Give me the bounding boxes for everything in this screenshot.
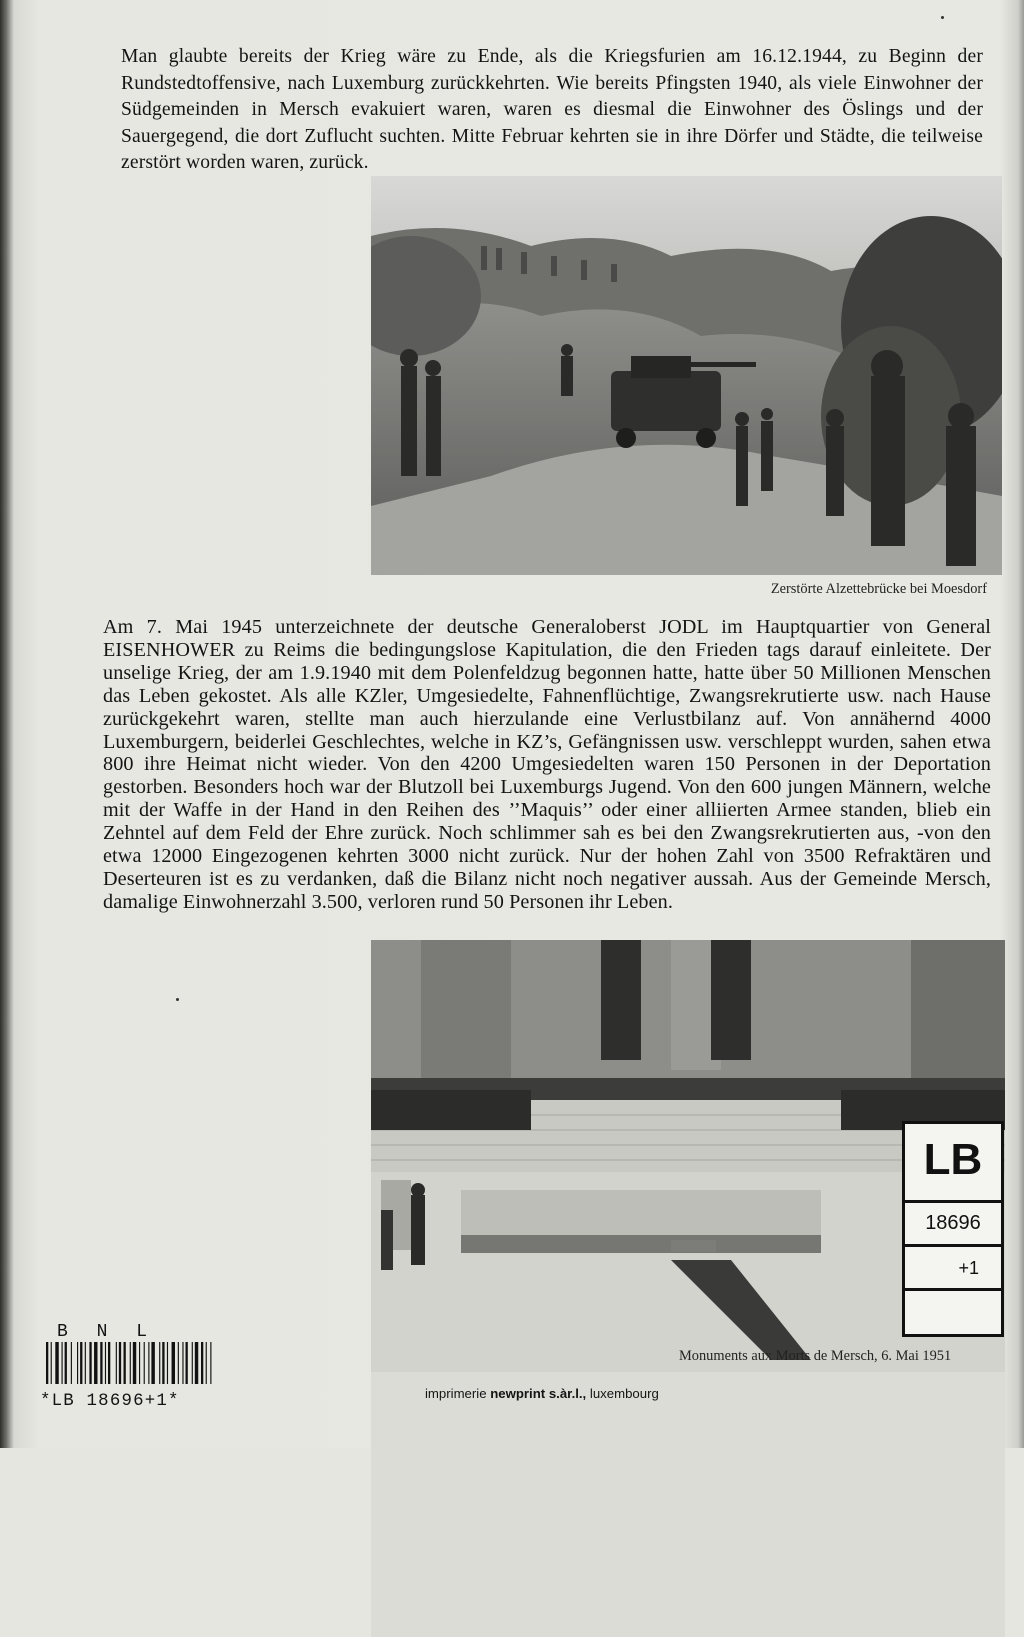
barcode-image <box>46 1342 276 1384</box>
barcode-bar <box>116 1342 117 1384</box>
photo-war-memorial-caption: Monuments aux Morts de Mersch, 6. Mai 1951 <box>679 1348 952 1364</box>
barcode-bar <box>172 1342 175 1384</box>
barcode-bar <box>105 1342 106 1384</box>
barcode-bar <box>77 1342 78 1384</box>
stamp-suffix: +1 <box>905 1244 1001 1288</box>
library-stamp <box>902 1121 1004 1337</box>
barcode-bar <box>85 1342 86 1384</box>
barcode-bar <box>201 1342 203 1384</box>
barcode-bar <box>195 1342 198 1384</box>
barcode-bar <box>100 1342 102 1384</box>
printer-imprint <box>425 1386 659 1401</box>
barcode-bar <box>210 1342 211 1384</box>
barcode-bar <box>206 1342 207 1384</box>
barcode-bar <box>55 1342 58 1384</box>
paragraph-evacuation: Man glaubte bereits der Krieg wäre zu Ende, als die Kriegsfurien am 16.12.1944, zu Beginn der Rundstedtoffensive, nach Luxemburg zurückkehrten. Wie bereits Pfingsten 1940, als viele Einwohner der Südgemeinden in Mersch evakuiert waren, waren es diesmal die Einwohner des Öslings und der Sauergegend, die dort Zuflucht suchten. Mitte Februar kehrten sie in ihre Dörfer und Städte, die teilweise zerstört worden waren, zurück. <box>121 46 983 174</box>
barcode-bar <box>130 1342 131 1384</box>
barcode-bar <box>62 1342 63 1384</box>
paragraph-war-losses: Am 7. Mai 1945 unterzeichnete der deutsche Generaloberst JODL im Hauptquartier von General EISENHOWER zu Reims die bedingungslose Kapitulation, die den Frieden tags darauf einleitete. Der unselige Krieg, der am 1.9.1940 mit dem Polenfeldzug begonnen hatte, hatte über 50 Millionen Menschen das Leben gekostet. Als alle KZler, Umgesiedelte, Fahnenflüchtige, Zwangsrekrutierte usw. nach Hause zurückgekehrt waren, stellte man auch hierzulande eine Verlustbilanz auf. Von annähernd 4000 Luxemburgern, beiderlei Geschlechtes, welche in KZ’s, Gefängnissen usw. verschleppt wurden, sahen etwa 800 ihre Heimat nicht wieder. Von den 4200 Umgesiedelten waren 150 Personen in der Deportation gestorben. Besonders hoch war der Blutzoll bei Luxemburgs Jugend. Von den 600 jungen Männern, welche mit der Waffe in der Hand in den Reihen des ’’Maquis’’ oder einer alliierten Armee standen, blieb ein Zehntel auf dem Feld der Ehre zurück. Noch schlimmer sah es bei den Zwangsrekrutierten aus, -von den etwa 12000 Eingezogenen kehrten 3000 nicht zurück. Nur der hohen Zahl von 3500 Refraktären und Deserteuren ist es zu verdanken, daß die Bilanz nicht noch negativer aussah. Aus der Gemeinde Mersch, damalige Einwohnerzahl 3.500, verloren rund 50 Personen ihr Leben. <box>103 616 991 913</box>
barcode-bar <box>186 1342 188 1384</box>
barcode-bar <box>71 1342 72 1384</box>
barcode-bar <box>80 1342 82 1384</box>
barcode-bar <box>151 1342 154 1384</box>
barcode-bar <box>162 1342 164 1384</box>
barcode-bar <box>139 1342 140 1384</box>
barcode-bar <box>124 1342 126 1384</box>
barcode-bar <box>94 1342 97 1384</box>
imprint-prefix: imprimerie <box>425 1386 487 1401</box>
barcode-bar <box>108 1342 110 1384</box>
stamp-blank-cell <box>905 1288 1001 1334</box>
barcode-bar <box>89 1342 91 1384</box>
barcode-library-label: B N L <box>57 1322 157 1342</box>
barcode-bar <box>192 1342 193 1384</box>
barcode-bar <box>178 1342 179 1384</box>
imprint-place: luxembourg <box>589 1386 659 1401</box>
barcode-bar <box>133 1342 136 1384</box>
barcode-text: *LB 18696+1* <box>40 1392 180 1411</box>
stamp-number: 18696 <box>905 1200 1001 1244</box>
photo-destroyed-bridge-caption: Zerstörte Alzettebrücke bei Moesdorf <box>770 581 987 597</box>
barcode-bar <box>182 1342 183 1384</box>
photo-destroyed-bridge <box>371 176 1002 575</box>
barcode-bar <box>119 1342 121 1384</box>
barcode-bar <box>159 1342 160 1384</box>
barcode-bar <box>46 1342 48 1384</box>
stamp-code: LB <box>923 1135 983 1184</box>
photo-destroyed-bridge-image <box>371 176 1002 575</box>
speck <box>941 16 944 19</box>
speck <box>176 998 179 1001</box>
barcode-bar <box>65 1342 67 1384</box>
barcode-bar <box>148 1342 149 1384</box>
imprint-name: newprint s.àr.l., <box>490 1386 587 1401</box>
barcode-bar <box>144 1342 145 1384</box>
barcode-bar <box>51 1342 52 1384</box>
barcode-bar <box>167 1342 168 1384</box>
